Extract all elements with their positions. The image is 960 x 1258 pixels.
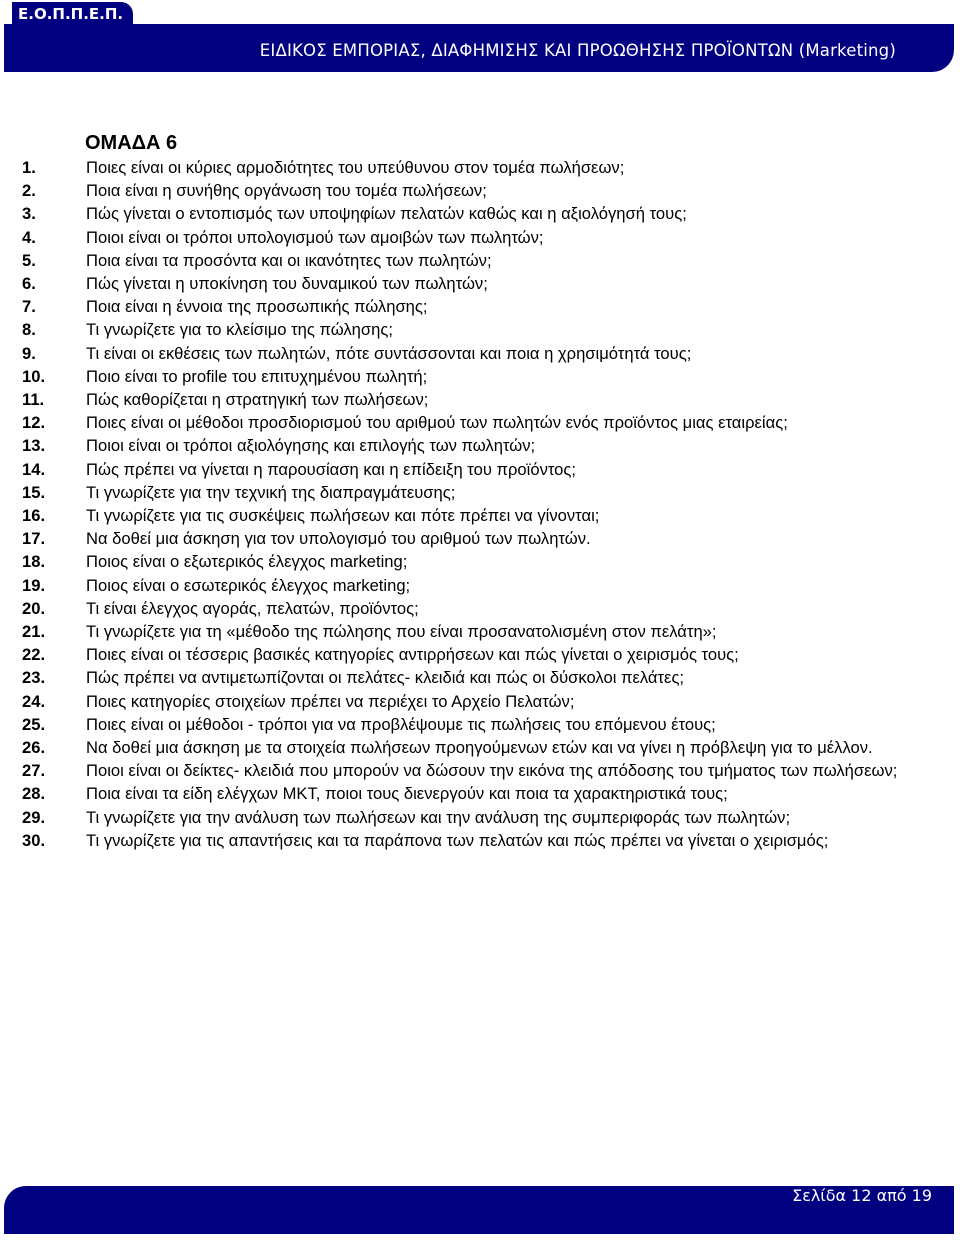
- question-text: Πώς γίνεται η υποκίνηση του δυναμικού των πωλητών;: [86, 274, 488, 294]
- question-item: [22, 272, 932, 295]
- question-item: [22, 481, 932, 504]
- document-title: ΕΙΔΙΚΟΣ ΕΜΠΟΡΙΑΣ, ΔΙΑΦΗΜΙΣΗΣ ΚΑΙ ΠΡΟΩΘΗΣΗΣ ΠΡΟΪΟΝΤΩΝ (Marketing): [259, 41, 896, 60]
- question-item: [22, 806, 932, 829]
- question-number: 13.: [22, 436, 46, 456]
- question-number: 4.: [22, 227, 36, 247]
- question-text: Τι γνωρίζετε για το κλείσιμο της πώλησης;: [86, 320, 393, 340]
- question-text: Να δοθεί μια άσκηση για τον υπολογισμό του αριθμού των πωλητών.: [86, 529, 591, 549]
- question-text: Να δοθεί μια άσκηση με τα στοιχεία πωλήσεων προηγούμενων ετών και να γίνει η πρόβλεψη για το μέλλον.: [86, 738, 873, 758]
- question-item: [22, 504, 932, 527]
- question-text: Ποιο είναι το profile του επιτυχημένου πωλητή;: [86, 366, 428, 386]
- question-number: 19.: [22, 575, 46, 595]
- question-item: [22, 550, 932, 573]
- question-text: Ποιος είναι ο εξωτερικός έλεγχος marketing;: [86, 552, 408, 572]
- question-number: 26.: [22, 738, 46, 758]
- question-text: Τι γνωρίζετε για τη «μέθοδο της πώλησης που είναι προσανατολισμένη στον πελάτη»;: [86, 622, 717, 642]
- question-number: 15.: [22, 482, 46, 502]
- question-text: Τι γνωρίζετε για τις συσκέψεις πωλήσεων και πότε πρέπει να γίνονται;: [86, 506, 600, 526]
- question-item: [22, 690, 932, 713]
- question-number: 30.: [22, 830, 46, 850]
- question-number: 9.: [22, 343, 36, 363]
- question-number: 21.: [22, 622, 46, 642]
- question-number: 7.: [22, 297, 36, 317]
- header-band: [4, 5, 954, 72]
- question-text: Ποιες είναι οι μέθοδοι προσδιορισμού του αριθμού των πωλητών ενός προϊόντος μιας εταιρείας;: [86, 413, 788, 433]
- organization-name: Ε.Ο.Π.Π.Ε.Π.: [12, 2, 133, 25]
- question-text: Ποιες είναι οι τέσσερις βασικές κατηγορίες αντιρρήσεων και πώς γίνεται ο χειρισμός τους;: [86, 645, 739, 665]
- question-number: 1.: [22, 158, 36, 177]
- question-list: [22, 156, 932, 852]
- question-number: 20.: [22, 598, 46, 618]
- question-number: 27.: [22, 761, 46, 781]
- question-text: Ποια είναι η συνήθης οργάνωση του τομέα πωλήσεων;: [86, 181, 487, 201]
- question-number: 11.: [22, 390, 45, 410]
- question-item: [22, 620, 932, 643]
- question-item: [22, 365, 932, 388]
- question-item: [22, 226, 932, 249]
- question-item: [22, 713, 932, 736]
- question-text: Ποιες κατηγορίες στοιχείων πρέπει να περιέχει το Αρχείο Πελατών;: [86, 691, 575, 711]
- question-text: Πώς πρέπει να γίνεται η παρουσίαση και η επίδειξη του προϊόντος;: [86, 459, 577, 479]
- question-text: Τι γνωρίζετε για τις απαντήσεις και τα παράπονα των πελατών και πώς πρέπει να γίνεται ο χειρισμός;: [86, 830, 829, 850]
- question-number: 25.: [22, 714, 46, 734]
- question-number: 2.: [22, 181, 36, 201]
- question-item: [22, 411, 932, 434]
- question-item: [22, 597, 932, 620]
- question-item: [22, 156, 932, 179]
- question-text: Τι είναι οι εκθέσεις των πωλητών, πότε συντάσσονται και ποια η χρησιμότητά τους;: [86, 343, 692, 363]
- question-number: 24.: [22, 691, 46, 711]
- question-item: [22, 643, 932, 666]
- question-text: Ποιος είναι ο εσωτερικός έλεγχος marketing;: [86, 575, 411, 595]
- question-item: [22, 829, 932, 852]
- question-text: Ποιες είναι οι μέθοδοι - τρόποι για να προβλέψουμε τις πωλήσεις του επόμενου έτους;: [86, 714, 716, 734]
- question-number: 18.: [22, 552, 46, 572]
- question-number: 6.: [22, 274, 36, 294]
- question-item: [22, 782, 932, 805]
- question-item: [22, 179, 932, 202]
- question-number: 28.: [22, 784, 46, 804]
- question-item: [22, 342, 932, 365]
- question-number: 12.: [22, 413, 46, 433]
- question-text: Τι γνωρίζετε για την τεχνική της διαπραγμάτευσης;: [86, 482, 456, 502]
- question-number: 3.: [22, 204, 36, 224]
- group-title: ΟΜΑΔΑ 6: [85, 132, 178, 154]
- question-text: Ποιοι είναι οι δείκτες- κλειδιά που μπορούν να δώσουν την εικόνα της απόδοσης του τμήματος των πωλήσεων;: [86, 761, 898, 781]
- question-number: 10.: [22, 366, 46, 386]
- question-number: 22.: [22, 645, 46, 665]
- question-text: Τι γνωρίζετε για την ανάλυση των πωλήσεων και την ανάλυση της συμπεριφοράς των πωλητών;: [86, 807, 791, 827]
- question-text: Πώς καθορίζεται η στρατηγική των πωλήσεων;: [86, 390, 429, 410]
- question-text: Ποια είναι τα προσόντα και οι ικανότητες των πωλητών;: [86, 250, 492, 270]
- question-number: 29.: [22, 807, 46, 827]
- question-text: Ποια είναι τα είδη ελέγχων ΜΚΤ, ποιοι τους διενεργούν και ποια τα χαρακτηριστικά τους;: [86, 784, 728, 804]
- question-number: 5.: [22, 250, 36, 270]
- question-text: Ποια είναι η έννοια της προσωπικής πώλησης;: [86, 297, 428, 317]
- question-item: [22, 434, 932, 457]
- question-item: [22, 388, 932, 411]
- question-text: Τι είναι έλεγχος αγοράς, πελατών, προϊόντος;: [86, 598, 419, 618]
- question-number: 23.: [22, 668, 46, 688]
- question-item: [22, 295, 932, 318]
- question-item: [22, 736, 932, 759]
- question-item: [22, 759, 932, 782]
- question-text: Πώς γίνεται ο εντοπισμός των υποψηφίων πελατών καθώς και η αξιολόγησή τους;: [86, 204, 687, 224]
- question-text: Ποιοι είναι οι τρόποι υπολογισμού των αμοιβών των πωλητών;: [86, 227, 544, 247]
- question-number: 8.: [22, 320, 36, 340]
- question-item: [22, 458, 932, 481]
- question-item: [22, 249, 932, 272]
- question-number: 14.: [22, 459, 46, 479]
- page-number: Σελίδα 12 από 19: [792, 1186, 932, 1205]
- question-text: Πώς πρέπει να αντιμετωπίζονται οι πελάτες- κλειδιά και πώς οι δύσκολοι πελάτες;: [86, 668, 685, 688]
- footer-band: [4, 1186, 954, 1234]
- question-text: Ποιοι είναι οι τρόποι αξιολόγησης και επιλογής των πωλητών;: [86, 436, 536, 456]
- question-item: [22, 202, 932, 225]
- question-number: 16.: [22, 506, 46, 526]
- question-text: Ποιες είναι οι κύριες αρμοδιότητες του υπεύθυνου στον τομέα πωλήσεων;: [86, 158, 625, 177]
- question-item: [22, 527, 932, 550]
- question-number: 17.: [22, 529, 46, 549]
- question-item: [22, 318, 932, 341]
- question-item: [22, 666, 932, 689]
- question-item: [22, 574, 932, 597]
